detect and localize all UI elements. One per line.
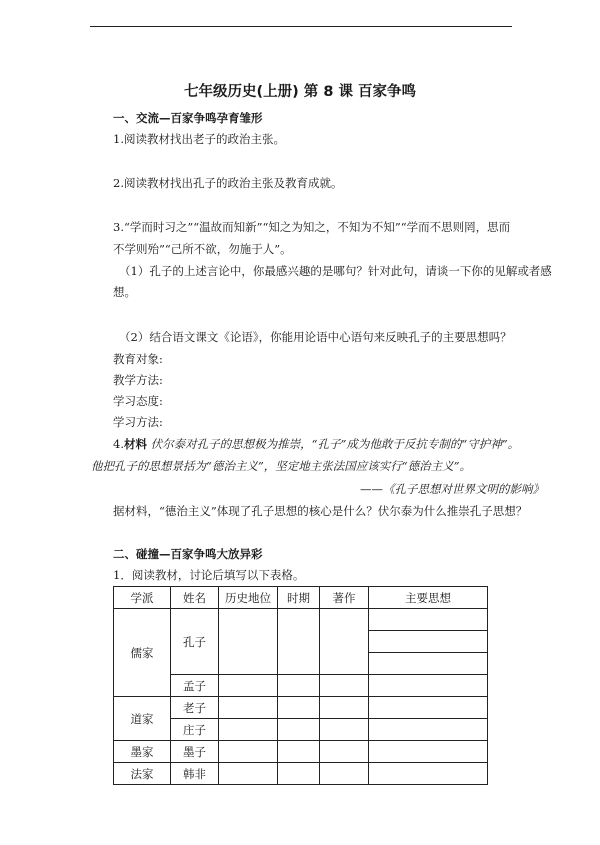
header-rule xyxy=(90,26,512,27)
blank-cell xyxy=(369,719,488,741)
blank-cell xyxy=(219,609,278,675)
header-historical-status: 历史地位 xyxy=(219,587,278,609)
blank-cell xyxy=(369,609,488,631)
question-3-sub1-line1: （1）孔子的上述言论中，你最感兴趣的是哪句？针对此句，请谈一下你的见解或者感 xyxy=(119,264,552,278)
header-main-thought: 主要思想 xyxy=(369,587,488,609)
blank-cell xyxy=(219,763,278,785)
page-title: 七年级历史(上册) 第 8 课 百家争鸣 xyxy=(183,84,417,100)
blank-cell xyxy=(219,697,278,719)
name-hanfei: 韩非 xyxy=(171,763,219,785)
blank-cell xyxy=(278,763,320,785)
table-row xyxy=(114,741,488,763)
question-4-line2: 他把孔子的思想景括为“德治主义”，坚定地主张法国应该实行“德治主义”。 xyxy=(91,459,472,473)
header-works: 著作 xyxy=(320,587,369,609)
blank-cell xyxy=(278,719,320,741)
material-source: ——《孔子思想对世界文明的影响》 xyxy=(360,482,544,496)
field-education-target: 教育对象: xyxy=(113,352,163,366)
question-2: 2.阅读教材找出孔子的政治主张及教育成就。 xyxy=(113,176,343,190)
blank-cell xyxy=(219,741,278,763)
header-name: 姓名 xyxy=(171,587,219,609)
name-zhuangzi: 庄子 xyxy=(171,719,219,741)
question-4-prompt: 据材料，“德治主义”体现了孔子思想的核心是什么？伏尔泰为什么推崇孔子思想？ xyxy=(113,504,528,518)
section2-question-1: 1．阅读教材，讨论后填写以下表格。 xyxy=(113,568,305,582)
blank-cell xyxy=(219,719,278,741)
blank-cell xyxy=(369,763,488,785)
question-3-line2: 不学则殆”“己所不欲，勿施于人”。 xyxy=(113,242,292,256)
table-row xyxy=(114,675,488,697)
blank-cell xyxy=(320,741,369,763)
question-3-sub1-line2: 想。 xyxy=(113,285,136,299)
blank-cell xyxy=(278,675,320,697)
school-confucianism: 儒家 xyxy=(114,609,171,697)
blank-cell xyxy=(320,763,369,785)
section2-heading: 二、碰撞—百家争鸣大放异彩 xyxy=(113,547,263,561)
school-mohism: 墨家 xyxy=(114,741,171,763)
blank-cell xyxy=(369,675,488,697)
header-period: 时期 xyxy=(278,587,320,609)
school-daoism: 道家 xyxy=(114,697,171,741)
school-legalism: 法家 xyxy=(114,763,171,785)
name-mozi: 墨子 xyxy=(171,741,219,763)
blank-cell xyxy=(320,697,369,719)
name-laozi: 老子 xyxy=(171,697,219,719)
section1-heading: 一、交流—百家争鸣孕育雏形 xyxy=(113,111,263,125)
blank-cell xyxy=(219,675,278,697)
blank-cell xyxy=(369,631,488,653)
blank-cell xyxy=(320,609,369,675)
field-learning-attitude: 学习态度: xyxy=(113,394,163,408)
material-label: 材料 xyxy=(123,437,147,451)
blank-cell xyxy=(369,697,488,719)
header-school: 学派 xyxy=(114,587,171,609)
blank-cell xyxy=(320,675,369,697)
question-4-number: 4. xyxy=(113,437,124,451)
blank-cell xyxy=(369,741,488,763)
table-row xyxy=(114,697,488,719)
question-4-line1 xyxy=(113,437,519,451)
blank-cell xyxy=(278,609,320,675)
field-teaching-method: 教学方法: xyxy=(113,373,163,387)
name-mengzi: 孟子 xyxy=(171,675,219,697)
question-1: 1.阅读教材找出老子的政治主张。 xyxy=(113,132,285,146)
blank-cell xyxy=(369,653,488,675)
name-kongzi: 孔子 xyxy=(171,609,219,675)
blank-cell xyxy=(278,741,320,763)
field-learning-method: 学习方法: xyxy=(113,415,163,429)
question-3-sub2: （2）结合语文课文《论语》，你能用论语中心语句来反映孔子的主要思想吗？ xyxy=(119,330,512,344)
table-row xyxy=(114,719,488,741)
blank-cell xyxy=(320,719,369,741)
question-3-line1: 3.“学而时习之”“温故而知新”“知之为知之，不知为不知”“学而不思则罔，思而 xyxy=(113,220,511,234)
blank-cell xyxy=(278,697,320,719)
table-header-row xyxy=(114,587,488,609)
table-row xyxy=(114,609,488,631)
material-text-1: 伏尔泰对孔子的思想极为推崇，“孔子”成为他敢于反抗专制的“守护神”。 xyxy=(146,437,520,451)
schools-table xyxy=(113,586,488,785)
table-row xyxy=(114,763,488,785)
